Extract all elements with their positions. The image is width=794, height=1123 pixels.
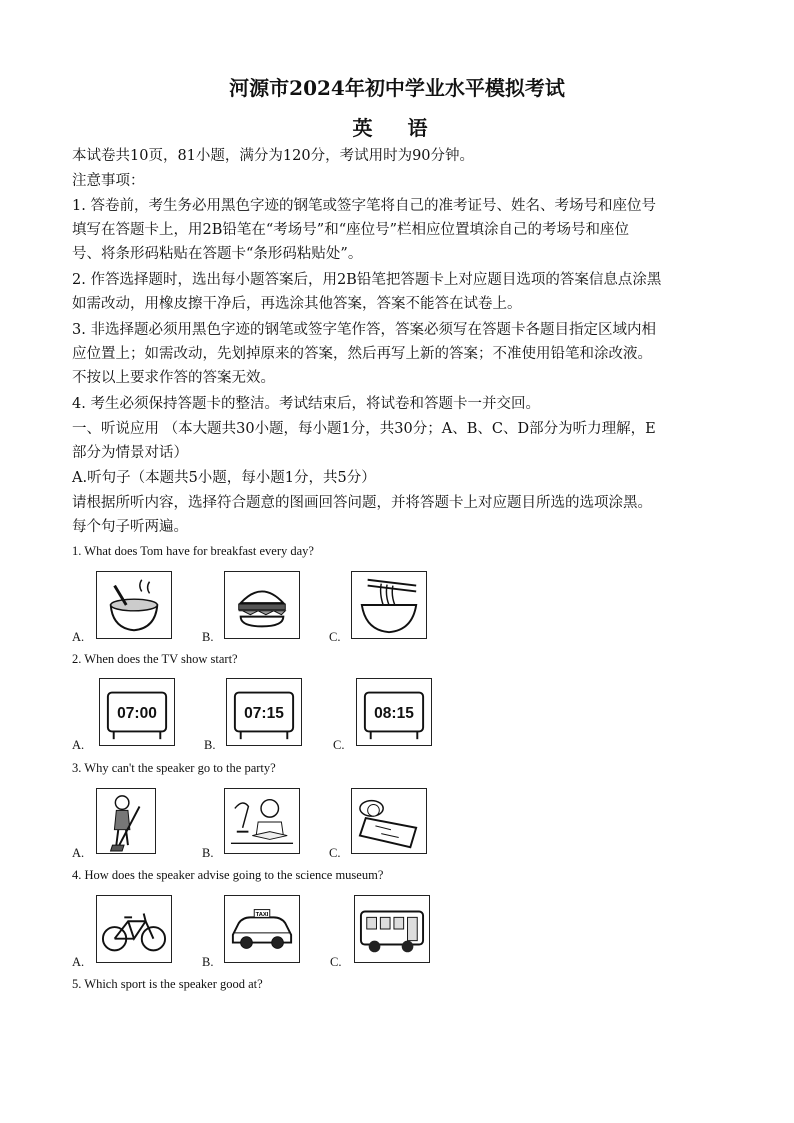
question-4: 4. How does the speaker advise going to the science museum? <box>72 868 384 882</box>
option-2b-label: B. <box>204 738 216 752</box>
notice-3c: 不按以上要求作答的答案无效。 <box>72 370 275 386</box>
option-3b-label: B. <box>202 846 214 860</box>
option-1c-label: C. <box>329 630 341 644</box>
taxi-sign: TAXI <box>255 911 269 918</box>
intro-line: 本试卷共10页，81小题，满分为120分，考试用时为90分钟。 <box>72 148 475 164</box>
option-4c-label: C. <box>330 955 342 969</box>
subject-title: 英 语 <box>352 116 442 140</box>
option-3c-label: C. <box>329 846 341 860</box>
option-3a-picture[interactable] <box>96 788 156 854</box>
option-3a-label: A. <box>72 846 85 860</box>
instruction-2: 每个句子听两遍。 <box>72 519 188 535</box>
notice-1c: 号、将条形码粘贴在答题卡“条形码粘贴处”。 <box>72 246 363 262</box>
notice-2a: 2. 作答选择题时，选出每小题答案后，用2B铅笔把答题卡上对应题目选项的答案信息点涂黑 <box>72 272 662 288</box>
option-3b-picture[interactable] <box>224 788 300 854</box>
bus-icon <box>355 896 429 962</box>
instruction-1: 请根据所听内容，选择符合题意的图画回答问题，并将答题卡上对应题目所选的选项涂黑。 <box>72 495 652 511</box>
tv-clock-icon <box>227 679 301 745</box>
partA-heading: A.听句子（本题共5小题，每小题1分，共5分） <box>72 470 376 486</box>
question-2: 2. When does the TV show start? <box>72 652 238 666</box>
tv-clock-icon <box>357 679 431 745</box>
notice-1a: 1. 答卷前，考生务必用黑色字迹的钢笔或签字笔将自己的准考证号、姓名、考场号和座位号 <box>72 198 656 214</box>
question-1: 1. What does Tom have for breakfast every day? <box>72 544 314 558</box>
notice-4: 4. 考生必须保持答题卡的整洁。考试结束后，将试卷和答题卡一并交回。 <box>72 396 540 412</box>
part1-heading-b: 部分为情景对话） <box>72 445 188 461</box>
tv-clock-icon <box>100 679 174 745</box>
option-2c-label: C. <box>333 738 345 752</box>
question-5: 5. Which sport is the speaker good at? <box>72 977 263 991</box>
bicycle-icon <box>97 896 171 962</box>
part1-heading-a: 一、听说应用 （本大题共30小题，每小题1分，共30分；A、B、C、D部分为听力理解，E <box>72 421 656 437</box>
option-1a-label: A. <box>72 630 85 644</box>
soup-bowl-icon <box>97 572 171 638</box>
option-3c-picture[interactable] <box>351 788 427 854</box>
taxi-icon <box>225 896 299 962</box>
option-1c-picture[interactable] <box>351 571 427 639</box>
option-4a-picture[interactable] <box>96 895 172 963</box>
option-2c-picture[interactable] <box>356 678 432 746</box>
notice-3a: 3. 非选择题必须用黑色字迹的钢笔或签字笔作答，答案必须写在答题卡各题目指定区域内相 <box>72 322 656 338</box>
page-title: 河源市2024年初中学业水平模拟考试 <box>229 76 565 100</box>
option-4b-label: B. <box>202 955 214 969</box>
hamburger-icon <box>225 572 299 638</box>
time-display: 07:00 <box>117 704 157 722</box>
time-display: 07:15 <box>244 704 284 722</box>
option-1b-picture[interactable] <box>224 571 300 639</box>
sick-in-bed-icon <box>352 789 426 853</box>
boy-studying-icon <box>225 789 299 853</box>
option-4a-label: A. <box>72 955 85 969</box>
question-3: 3. Why can't the speaker go to the party? <box>72 761 276 775</box>
option-2a-label: A. <box>72 738 85 752</box>
option-4b-picture[interactable] <box>224 895 300 963</box>
option-1b-label: B. <box>202 630 214 644</box>
notice-2b: 如需改动，用橡皮擦干净后，再选涂其他答案，答案不能答在试卷上。 <box>72 296 522 312</box>
time-display: 08:15 <box>374 704 414 722</box>
noodle-bowl-icon <box>352 572 426 638</box>
option-1a-picture[interactable] <box>96 571 172 639</box>
option-2b-picture[interactable] <box>226 678 302 746</box>
boy-sweeping-icon <box>97 789 155 853</box>
notice-title: 注意事项： <box>72 173 145 189</box>
option-2a-picture[interactable] <box>99 678 175 746</box>
notice-3b: 应位置上；如需改动，先划掉原来的答案，然后再写上新的答案；不准使用铅笔和涂改液。 <box>72 346 652 362</box>
notice-1b: 填写在答题卡上，用2B铅笔在“考场号”和“座位号”栏相应位置填涂自己的考场号和座位 <box>72 222 630 238</box>
option-4c-picture[interactable] <box>354 895 430 963</box>
